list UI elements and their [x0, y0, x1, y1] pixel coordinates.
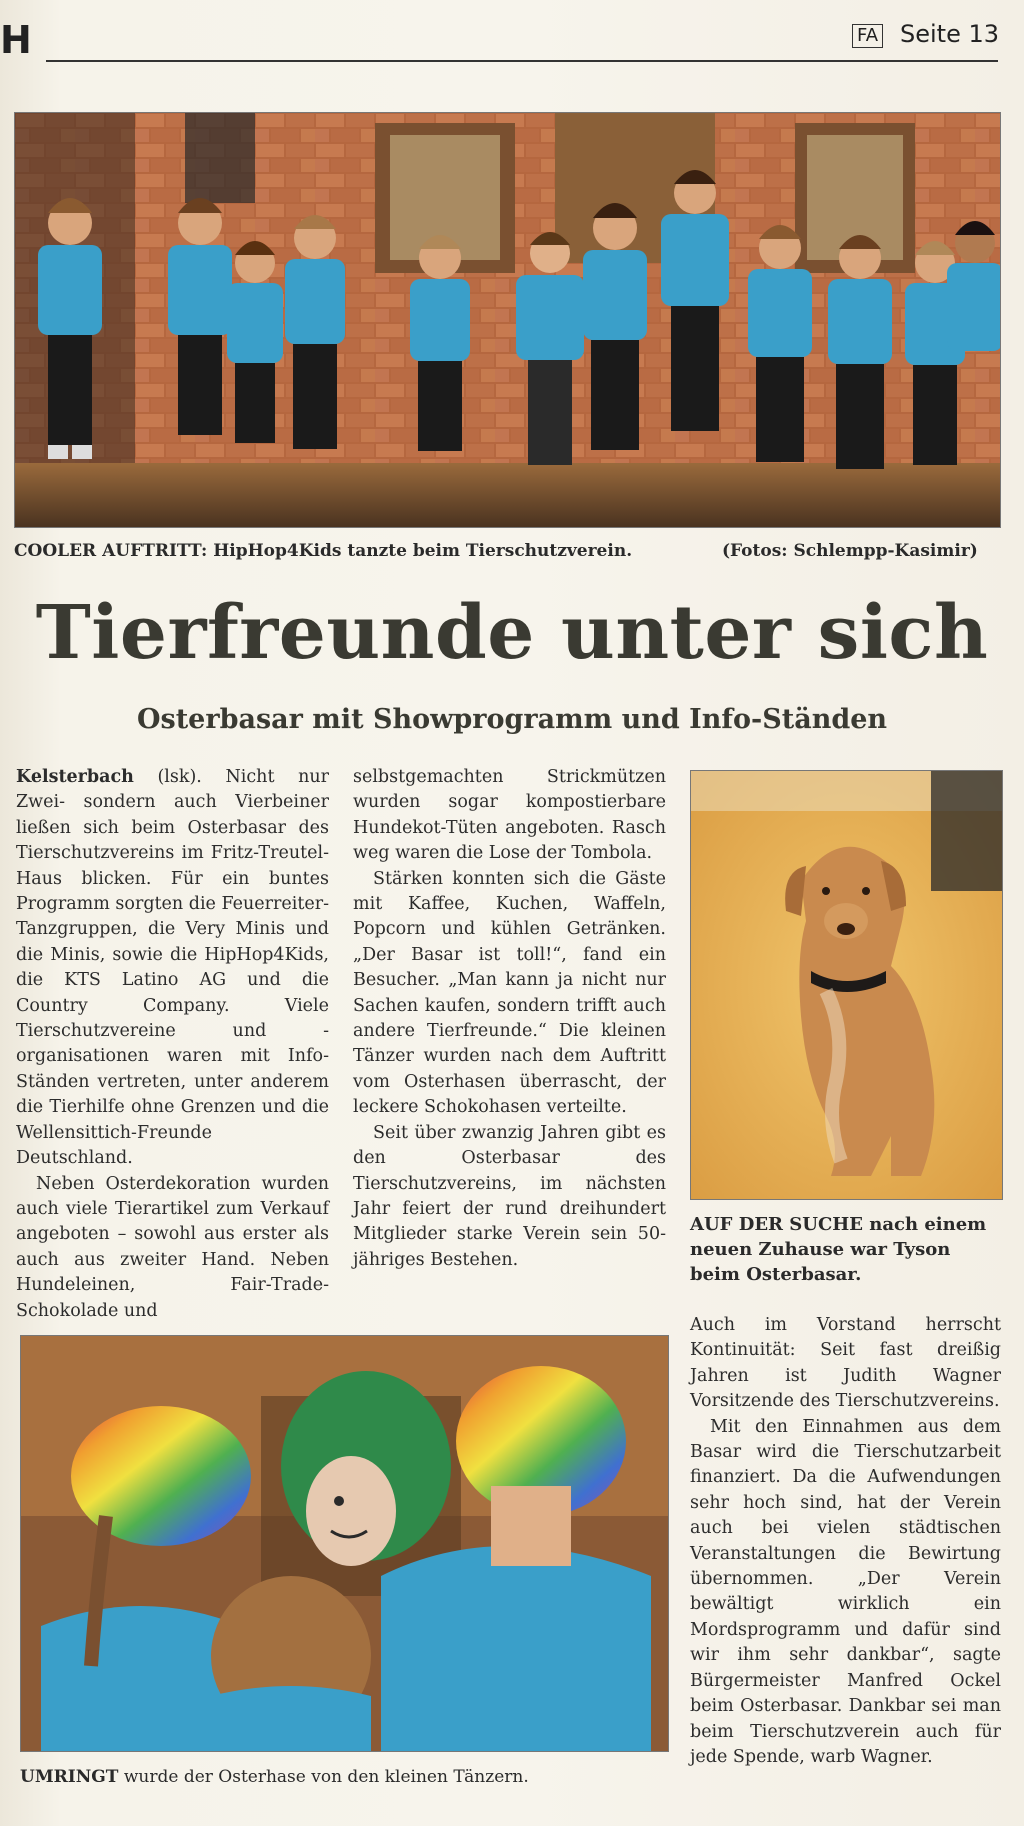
article-column-1: [16, 765, 329, 1324]
col3-paragraph-2: Mit den Einnahmen aus dem Basar wird die Tierschutzarbeit finanziert. Da die Aufwendungen sehr hoch sind, hat der Verein auch bei vielen städtischen Veranstaltungen die Bewirtung übernommen. „Der Verein bewältigt wirklich ein Mordsprogramm und dafür sind wir ihm sehr dankbar“, sagte Bürgermeister Manfred Ockel beim Osterbasar. Dankbar sei man beim Tierschutzverein auch für jede Spende, warb Wagner.: [690, 1416, 1001, 1767]
col1-paragraph-1: (lsk). Nicht nur Zwei- sondern auch Vierbeiner ließen sich beim Osterbasar des Tierschutzvereins im Fritz-Treutel-Haus blicken. Für ein buntes Programm sorgten die Feuerreiter-Tanzgruppen, die Very Minis und die Minis, sowie die HipHop4Kids, die KTS Latino AG und die Country Company. Viele Tierschutzvereine und -organisationen waren mit Info-Ständen vertreten, unter anderem die Tierhilfe ohne Grenzen und die Wellensittich-Freunde Deutschland.: [16, 767, 329, 1169]
caption-dancers: [14, 541, 632, 561]
col2-paragraph-2: Stärken konnten sich die Gäste mit Kaffee, Kuchen, Waffeln, Popcorn und kühlen Getränken. „Der Basar ist toll!“, fand ein Besucher. „Man kann ja nicht nur Sachen kaufen, sondern trifft auch andere Tierfreunde.“ Die kleinen Tänzer wurden nach dem Auftritt vom Osterhasen überrascht, der leckere Schokohasen verteilte.: [353, 868, 666, 1118]
section-letter: H: [0, 18, 32, 62]
article-headline: Tierfreunde unter sich: [35, 590, 989, 676]
page-number: Seite 13: [900, 20, 1000, 48]
photo-easter-bunny: [20, 1335, 669, 1752]
caption-text: nach einem neuen Zuhause war Tyson beim Osterbasar.: [690, 1214, 987, 1285]
caption-text: wurde der Osterhase von den kleinen Tänzern.: [118, 1767, 529, 1787]
caption-lead: UMRINGT: [20, 1767, 119, 1787]
caption-easter-bunny: [20, 1767, 529, 1787]
bleed-through-text: [40, 40, 60, 108]
dancers-image: [15, 113, 1000, 527]
article-subheadline: Osterbasar mit Showprogramm und Info-Ständen: [136, 704, 888, 735]
photo-credit: (Fotos: Schlempp-Kasimir): [722, 541, 978, 561]
easter-bunny-image: [21, 1336, 668, 1751]
header-rule: [46, 60, 998, 62]
col2-paragraph-3: Seit über zwanzig Jahren gibt es den Osterbasar des Tierschutzvereins, im nächsten Jahr feiert der rund dreihundert Mitglieder starke Verein sein 50-jähriges Bestehen.: [353, 1122, 666, 1270]
col3-paragraph-1: Auch im Vorstand herrscht Kontinuität: Seit fast dreißig Jahren ist Judith Wagner Vorsitzende des Tierschutzvereins.: [690, 1315, 1001, 1412]
dog-image: [691, 771, 1002, 1199]
col1-paragraph-2: Neben Osterdekoration wurden auch viele Tierartikel zum Verkauf angeboten – sowohl aus erster als auch aus zweiter Hand. Neben Hundeleinen, Fair-Trade-Schokolade und: [16, 1173, 329, 1321]
article-column-3: [690, 1313, 1001, 1770]
caption-dog: [690, 1212, 1001, 1287]
photo-dog: [690, 770, 1003, 1200]
article-column-2: [353, 765, 666, 1273]
dateline: Kelsterbach: [16, 767, 134, 787]
col2-paragraph-1: selbstgemachten Strickmützen wurden sogar kompostierbare Hundekot-Tüten angeboten. Rasch weg waren die Lose der Tombola.: [353, 767, 666, 864]
caption-text: HipHop4Kids tanzte beim Tierschutzverein.: [207, 541, 633, 561]
caption-lead: AUF DER SUCHE: [690, 1214, 864, 1235]
caption-lead: COOLER AUFTRITT:: [14, 541, 208, 561]
photo-dancers: [14, 112, 1001, 528]
fa-logo: FA: [852, 24, 883, 48]
